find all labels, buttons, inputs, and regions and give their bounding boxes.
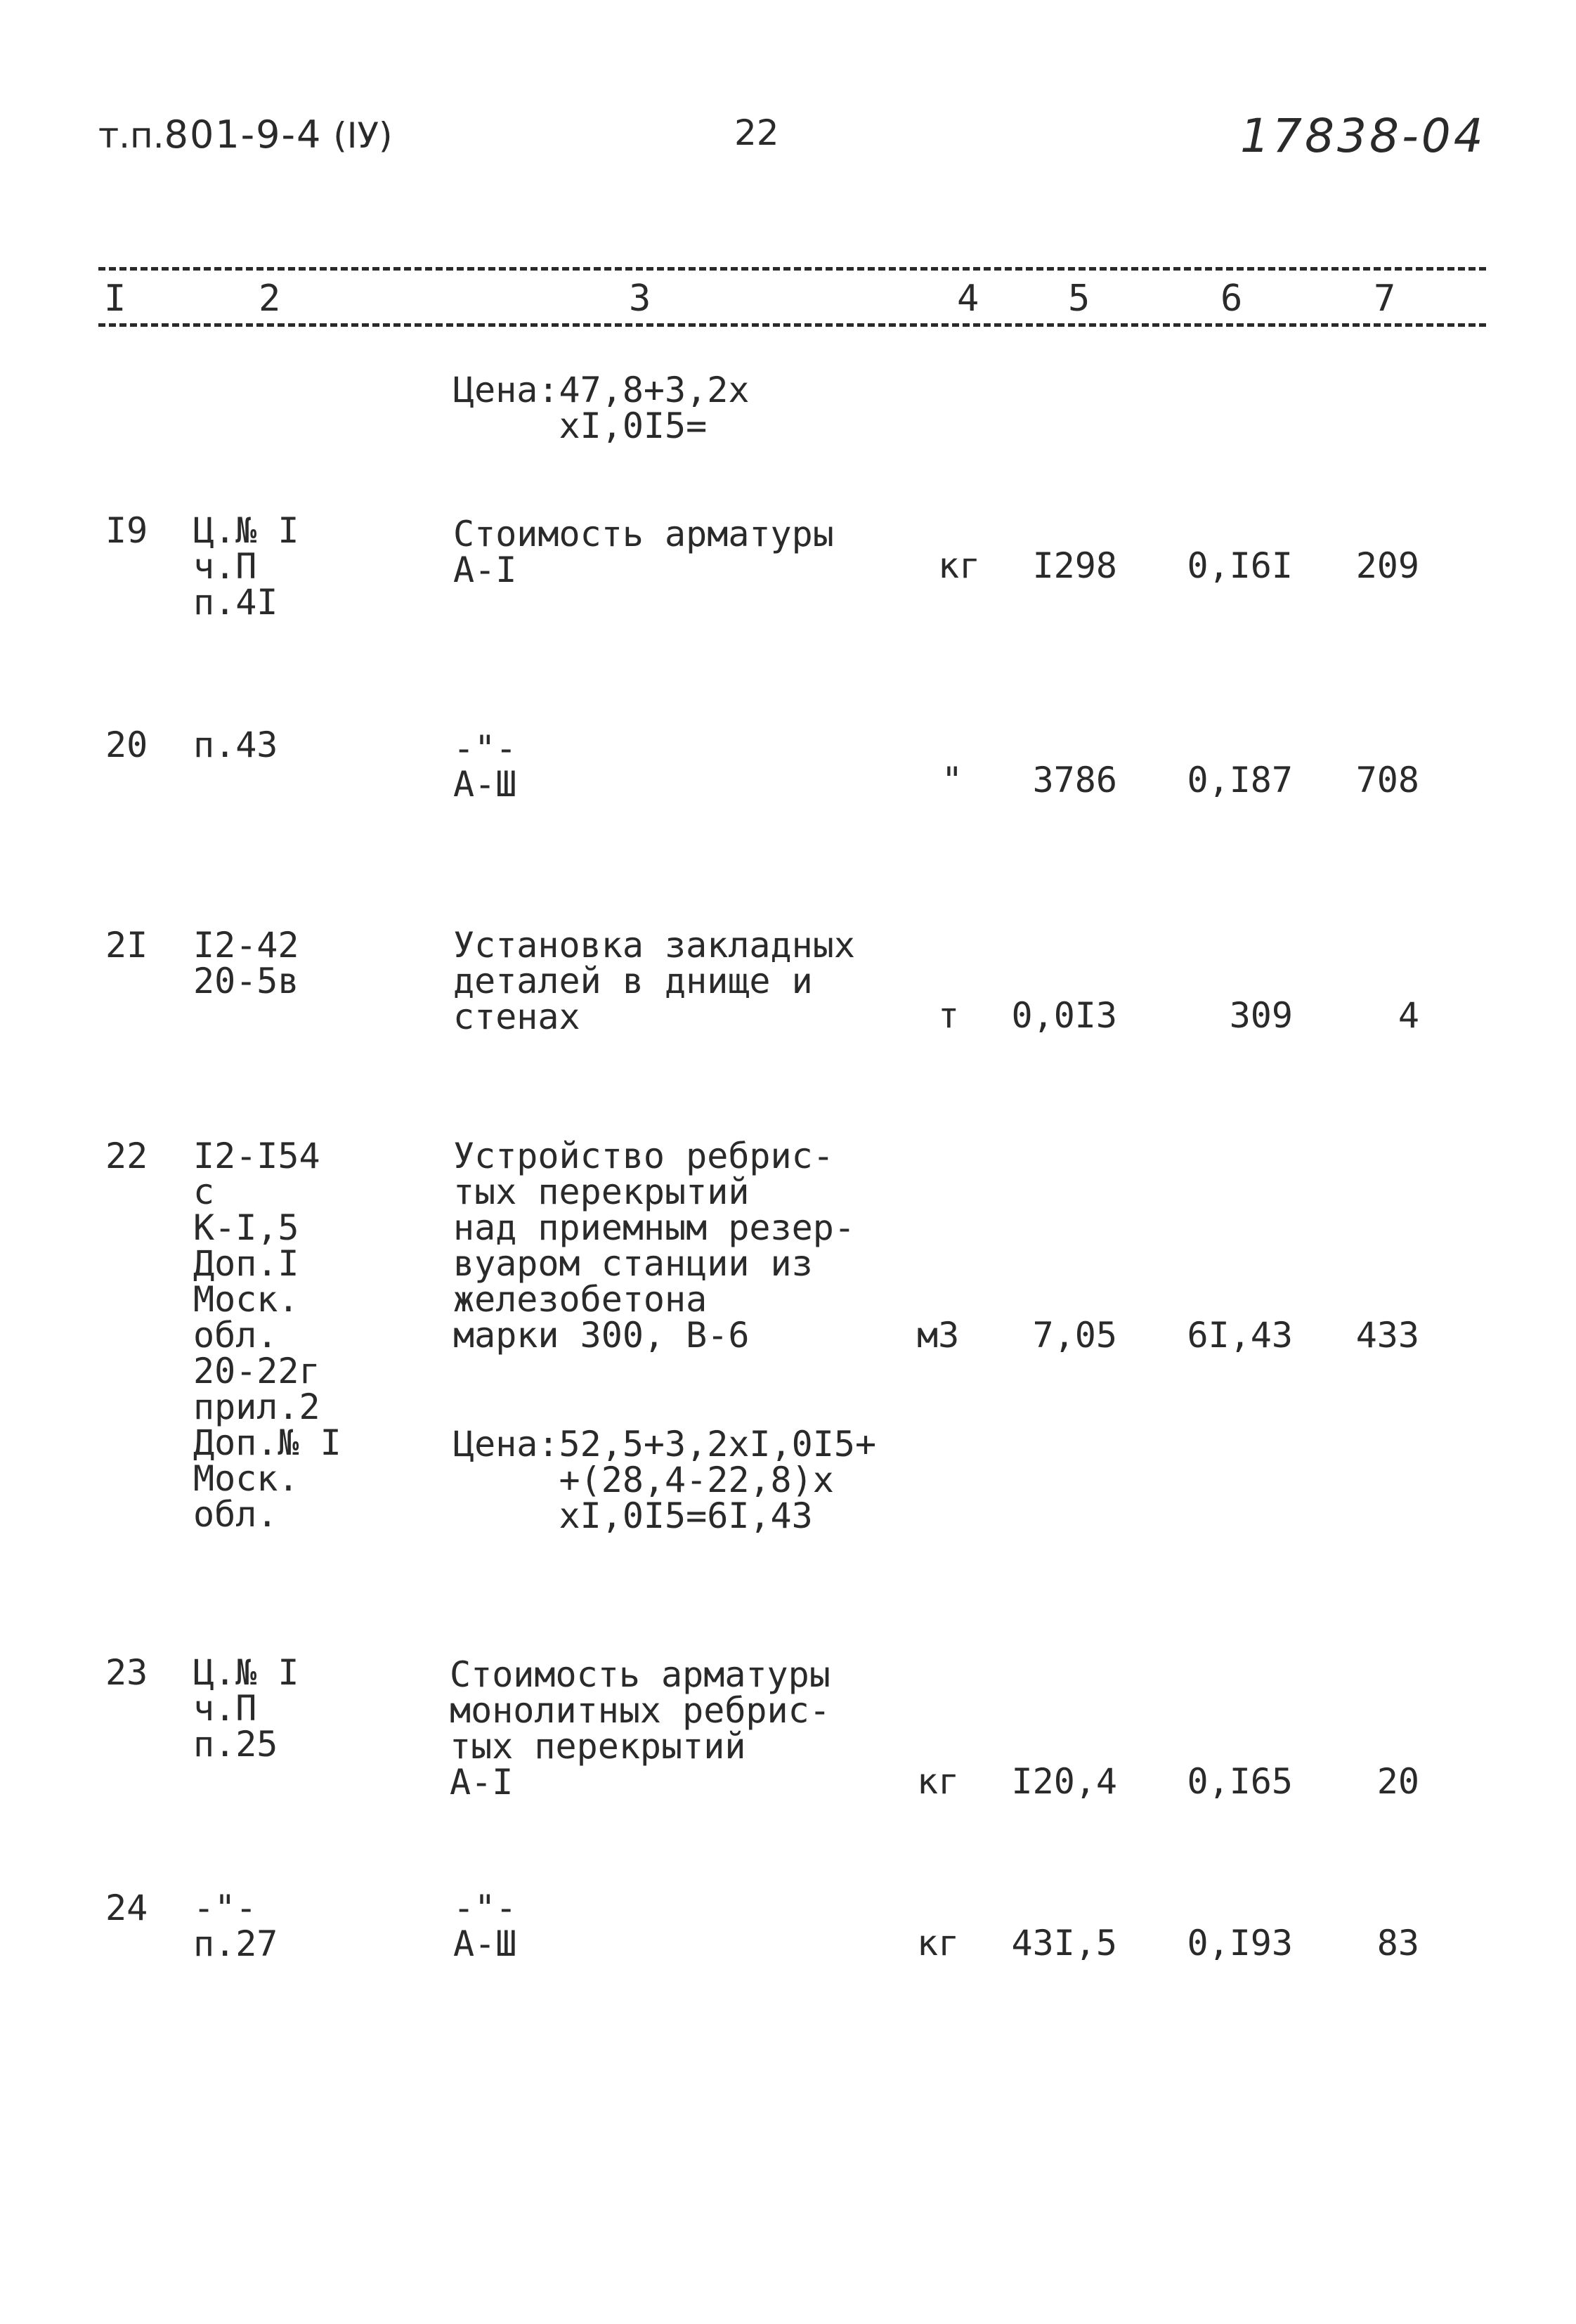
row-reference: Ц.№ I ч.П п.4I [193, 510, 299, 623]
row-total: 4 [1398, 995, 1419, 1036]
row-quantity: 43I,5 [1011, 1923, 1117, 1963]
column-header-6: 6 [1220, 278, 1243, 320]
row-price-formula: Цена:52,5+3,2хI,0I5+ +(28,4-22,8)х хI,0I5=6I,43 [453, 1424, 877, 1536]
row-number: 2I [105, 925, 148, 966]
row-unit: м3 [917, 1315, 960, 1356]
row-total: 708 [1355, 760, 1419, 800]
row-unit-price: 0,I65 [1187, 1761, 1293, 1802]
row-unit: кг [917, 1761, 960, 1802]
row-description: Установка закладных деталей в днище и стенах [453, 925, 855, 1037]
row-unit-price: 0,I93 [1187, 1923, 1293, 1963]
row-description: -"- А-Ш [453, 1888, 517, 1964]
document-code [98, 112, 393, 157]
row-total: 83 [1376, 1923, 1419, 1963]
row-reference: п.43 [193, 725, 278, 765]
row-reference: -"- п.27 [193, 1888, 278, 1964]
divider-top [98, 267, 1486, 271]
row-unit-price: 309 [1229, 995, 1293, 1036]
row-unit-price: 6I,43 [1187, 1315, 1293, 1356]
doc-prefix: т.п. [98, 115, 164, 156]
doc-part: (IУ) [333, 115, 393, 156]
row-quantity: I20,4 [1011, 1761, 1117, 1802]
row-number: 20 [105, 725, 148, 765]
row-quantity: I298 [1032, 545, 1117, 586]
row-number: 24 [105, 1888, 148, 1928]
row-unit-price: 0,I6I [1187, 545, 1293, 586]
row-quantity: 3786 [1032, 760, 1117, 800]
row-description: -"- А-Ш [453, 728, 517, 805]
row-unit: " [942, 760, 963, 800]
row-quantity: 7,05 [1032, 1315, 1117, 1356]
row-reference: I2-I54 с К-I,5 Доп.I Моск. обл. 20-22г прил.2 Доп.№ I Моск. обл. [193, 1136, 341, 1535]
row-quantity: 0,0I3 [1011, 995, 1117, 1036]
doc-code: 801-9-4 [164, 112, 323, 157]
row-unit-price: 0,I87 [1187, 760, 1293, 800]
intro-price-formula: Цена:47,8+3,2х хI,0I5= [453, 370, 750, 446]
row-unit: т [938, 995, 960, 1036]
column-header-1: I [104, 278, 126, 320]
row-description: Стоимость арматуры монолитных ребрис- тых перекрытий А-I [450, 1654, 831, 1803]
row-reference: I2-42 20-5в [193, 925, 299, 1001]
row-number: I9 [105, 510, 148, 551]
column-header-2: 2 [259, 278, 281, 320]
row-description: Стоимость арматуры А-I [453, 514, 834, 590]
row-total: 433 [1355, 1315, 1419, 1356]
row-description: Устройство ребрис- тых перекрытий над приемным резер- вуаром станции из железобетона марки 300, В-6 [453, 1136, 855, 1356]
row-unit: кг [917, 1923, 960, 1963]
row-unit: кг [938, 545, 981, 586]
divider-bottom [98, 323, 1486, 327]
column-header-3: 3 [629, 278, 651, 320]
row-total: 209 [1355, 545, 1419, 586]
archive-number: 17838-04 [1240, 109, 1486, 163]
row-number: 23 [105, 1652, 148, 1693]
column-header-5: 5 [1068, 278, 1090, 320]
page-number: 22 [734, 112, 779, 153]
row-reference: Ц.№ I ч.П п.25 [193, 1652, 299, 1765]
column-header-4: 4 [957, 278, 979, 320]
row-number: 22 [105, 1136, 148, 1176]
column-header-7: 7 [1374, 278, 1396, 320]
row-total: 20 [1376, 1761, 1419, 1802]
